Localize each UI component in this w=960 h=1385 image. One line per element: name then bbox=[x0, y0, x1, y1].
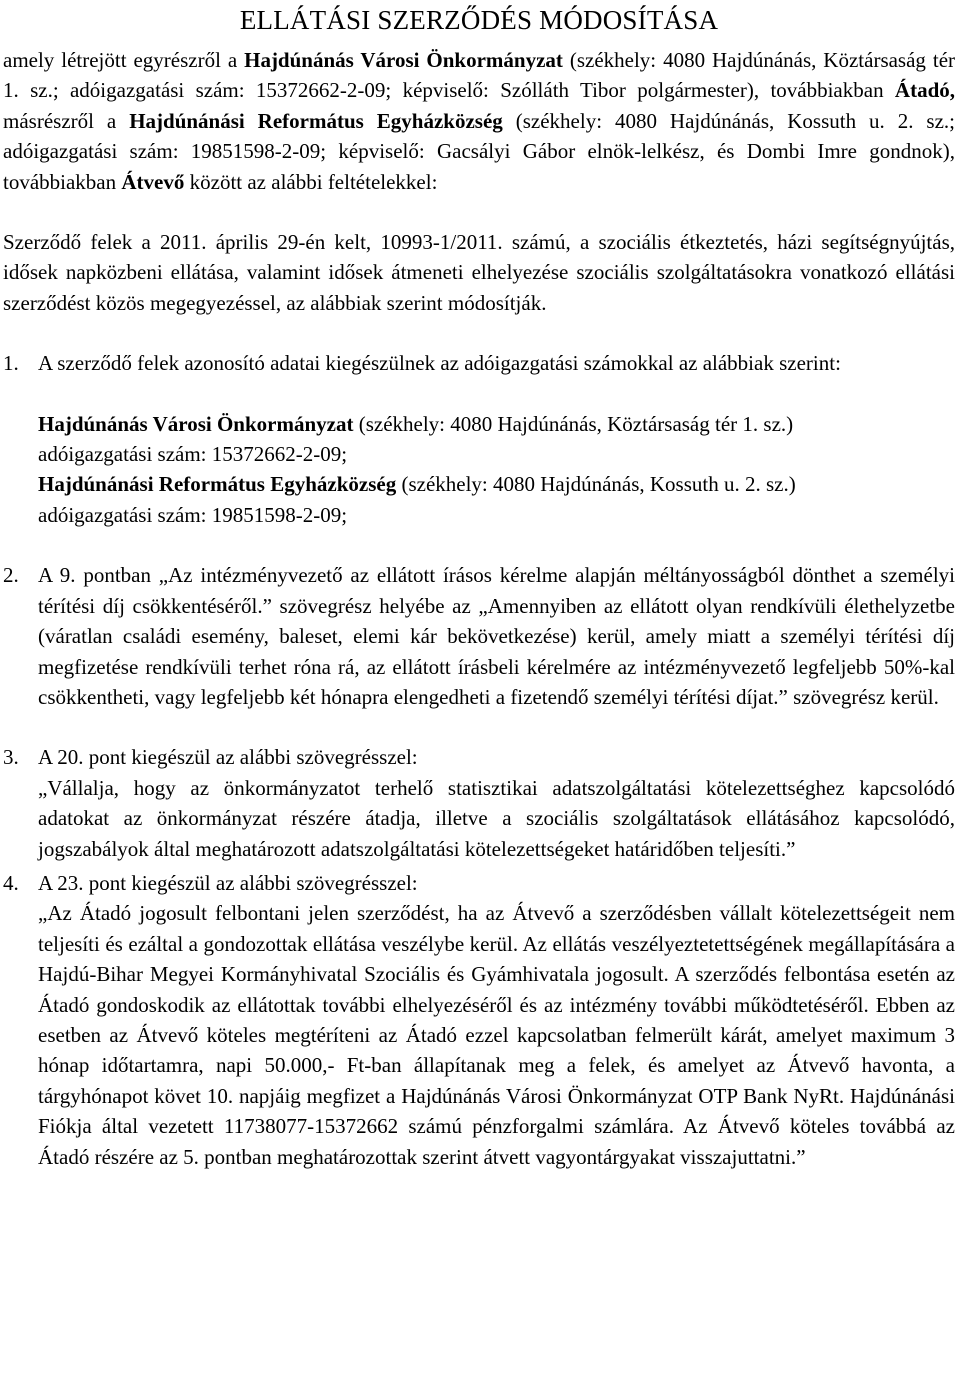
intro-text-1: amely létrejött egyrészről a bbox=[3, 48, 245, 72]
role-transferor: Átadó, bbox=[894, 78, 955, 103]
section-number: 4. bbox=[3, 870, 19, 895]
party-2-address: (székhely: 4080 Hajdúnánás, Kossuth u. 2. sz.) bbox=[396, 472, 796, 497]
party-details bbox=[3, 409, 955, 531]
party-1-name: Hajdúnánás Városi Önkormányzat bbox=[38, 411, 354, 436]
party-1-address: (székhely: 4080 Hajdúnánás, Köztársaság tér 1. sz.) bbox=[353, 411, 794, 436]
party-2-line bbox=[38, 469, 955, 499]
section-1 bbox=[3, 348, 955, 378]
section-number: 3. bbox=[3, 745, 19, 770]
section-number: 2. bbox=[3, 563, 19, 588]
section-2 bbox=[3, 560, 955, 712]
intro-text-2: (székhely: 4080 Hajdúnánás, Köztársaság tér 1. sz.; adóigazgatási szám: 15372662-2-09; képviselő: Szólláth Tibor polgármester), továbbiakban bbox=[3, 48, 956, 103]
party-name-church: Hajdúnánási Református Egyházközség bbox=[129, 108, 503, 133]
party-2-name: Hajdúnánási Református Egyházközség bbox=[38, 472, 397, 497]
section-3 bbox=[3, 742, 955, 864]
section-text: A 9. pontban „Az intézményvezető az ellátott írásos kérelme alapján méltányosságból dönthet a személyi térítési díj csökkentéséről.” szövegrész helyébe az „Amennyiben az ellátott olyan rendkívüli élethelyzetbe (váratlan családi esemény, baleset, elemi kár bekövetkezése) kerül, amely miatt a személyi térítési díj megfizetése rendkívüli terhet róna rá, az ellátott írásbeli kérelmére az intézményvezető legfeljebb 50%-kal csökkentheti, vagy legfeljebb két hónapra elengedheti a fizetendő személyi térítési díjat.” szövegrész kerül. bbox=[38, 563, 955, 709]
party-1-tax: adóigazgatási szám: 15372662-2-09; bbox=[38, 442, 348, 467]
section-text: A szerződő felek azonosító adatai kiegészülnek az adóigazgatási számokkal az alábbiak szerint: bbox=[38, 351, 841, 376]
intro-text-5: között az alábbi feltételekkel: bbox=[184, 169, 438, 194]
section-number: 1. bbox=[3, 351, 19, 376]
party-name-municipality: Hajdúnánás Városi Önkormányzat bbox=[244, 48, 563, 72]
section-text: A 23. pont kiegészül az alábbi szövegrésszel: bbox=[38, 870, 418, 895]
party-2-tax: adóigazgatási szám: 19851598-2-09; bbox=[38, 502, 348, 527]
section-quote: „Vállalja, hogy az önkormányzatot terhelő statisztikai adatszolgáltatási kötelezettséghez kapcsolódó adatokat az önkormányzat részére átadja, illetve a szociális szolgáltatások ellátásához kapcsolódó, jogszabályok által meghatározott adatszolgáltatási kötelezettségeket határidőben teljesíti.” bbox=[38, 775, 955, 861]
section-text: A 20. pont kiegészül az alábbi szövegrésszel: bbox=[38, 745, 418, 770]
intro-text-3: másrészről a bbox=[3, 108, 130, 133]
section-4 bbox=[3, 868, 955, 1172]
intro-text-4: (székhely: 4080 Hajdúnánás, Kossuth u. 2. sz.; adóigazgatási szám: 19851598-2-09; képviselő: Gacsályi Gábor elnök-lelkész, és Dombi Imre gondnok), továbbiakban bbox=[3, 108, 955, 194]
intro-paragraph bbox=[3, 45, 955, 197]
document-title: ELLÁTÁSI SZERZŐDÉS MÓDOSÍTÁSA bbox=[239, 5, 719, 35]
role-transferee: Átvevő bbox=[121, 169, 185, 194]
party-1-line bbox=[38, 409, 955, 439]
section-quote: „Az Átadó jogosult felbontani jelen szerződést, ha az Átvevő a szerződésben vállalt kötelezettségeit nem teljesíti és ezáltal a gondozottak ellátása veszélybe kerül. Az ellátás veszélyeztetettségének megállapítására a Hajdú-Bihar Megyei Kormányhivatal Szociális és Gyámhivatala jogosult. A szerződés felbontása esetén az Átadó gondoskodik az ellátottak további elhelyezéséről és az intézmény további működtetéséről. Ebben az esetben az Átvevő köteles megtéríteni az Átadó ezzel kapcsolatban felmerült kárát, amelyet maximum 3 hónap időtartamra, napi 50.000,- Ft-ban állapítanak meg a felek, és amelyet az Átvevő havonta, a tárgyhónapot követ 10. napjáig megfizet a Hajdúnánás Városi Önkormányzat OTP Bank NyRt. Hajdúnánási Fiókja által vezetett 11738077-15372662 számú pénzforgalmi számlára. Az Átvevő köteles továbbá az Átadó részére az 5. pontban meghatározottak szerint átvett vagyontárgyakat visszajuttatni.” bbox=[38, 901, 955, 1169]
amendment-paragraph: Szerződő felek a 2011. április 29-én kelt, 10993-1/2011. számú, a szociális étkeztetés, házi segítségnyújtás, idősek napközbeni ellátása, valamint idősek átmeneti elhelyezése szociális szolgáltatásokra vonatkozó ellátási szerződést közös megegyezéssel, az alábbiak szerint módosítják. bbox=[3, 230, 955, 315]
